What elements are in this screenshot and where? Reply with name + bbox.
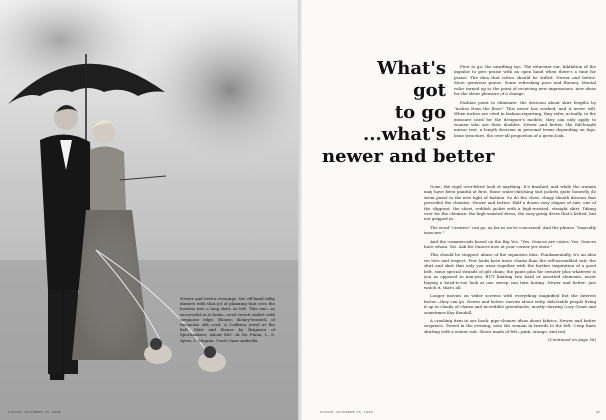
photo-caption: Newer and better evenings: the off-hand talky dinners with that jot of planning that sees the hostess into a long skirt, as left. This one—as successful as it looks—wool tweed ombré with turquoise edge. Blouse, dickey-fronted, of turquoise silk cord. A Cadbury jewel at the belt. Skirt and blouse by Brigance of Sportmakers; About $65. At De Pinna; L. S. Ayres; I. Magnin. Uncle Sam umbrella. xyxy=(180,296,275,343)
paragraph: Longer movies on wider screens with everything magnified but the interest factor—they can go. Newer and better: movies about witty, delectable people living it up in clouds of charm and incredible greenbacks; mostly starring Cary Grant and sometimes Kay Kendall. xyxy=(424,293,596,315)
paragraph: First to go: the unwilling eye. The reluctant ear. Inhibition of the impulse to give praise with an open hand when there's a time for praise. The idea that critics should be stifled. Newer and better: More generous praise. Some refreshing pace and fluency. Mental valor turned up to the point of receiving new impressions, new ideas for the sheer pleasure of a change. xyxy=(454,64,596,97)
paragraph: The word "creative" can go, as far as we're concerned. And the phrase, "basically insecure." xyxy=(424,224,596,236)
headline-line: to go xyxy=(394,102,446,123)
paragraph: Gone: the rigid over-fitted look of anything. It's finished, and while the women may have been painful at first, those waist-clutching suit jackets quite honestly do seem passé in the new light of fashion. So do the close, clingy sheath dresses that preceded the chemise. Newer and better: Half a dozen easy shapes of suit; one of the slippiest, the short, reddish jacket with a high-waisted, straight skirt. Taking over for the chemise: the high-waisted dress; the easy-going dress that's belted, but not gripped in. xyxy=(424,184,596,222)
photo-couple-umbrella xyxy=(0,0,302,420)
page-number: 47 xyxy=(596,410,600,414)
paragraph: And the commercials based on the Big Yes. "Yes, Ounces are cuties. Yes, Ounces have whom. Yes. Ask for Ounces now at your corner yes store." xyxy=(424,238,596,250)
top-column xyxy=(454,64,596,142)
headline-line: ...what's xyxy=(362,124,446,145)
headline-line: What's xyxy=(377,58,446,79)
left-page xyxy=(0,0,302,420)
headline-line: got xyxy=(413,80,446,101)
main-column xyxy=(424,184,596,343)
left-folio: VOGUE, OCTOBER 15, 1956 xyxy=(8,410,61,414)
headline-line: newer and better xyxy=(322,146,495,167)
paragraph: This should be stopped: abuse of the separates idea. Fundamentally, it's an idea we love and respect. Few looks have more charm than the self-assembled suit; the shirt and skirt that only you wear together with the further inspiration of a good belt, some special strands of gilt chain; the pants plus fur sweater plus whatever is you as opposed to non-you. BUT limiting two hard or assorted elements, never buying a head-to-toe look at one sweep can turn boring. Newer and better: just watch it, that's all. xyxy=(424,252,596,290)
paragraph: A crushing item in our book: pipe-cleaner ideas about fabrics. Newer and better surprises. Tweed in the evening; note the woman in tweeds to the left. Crisp linen shirting with a winter suit. Shoes made of felt—pink, orange, and red. xyxy=(424,317,596,334)
headline xyxy=(322,58,495,168)
continued-note: (Continued on page 56) xyxy=(548,337,596,343)
right-folio: VOGUE, OCTOBER 15, 1956 xyxy=(320,410,373,414)
paragraph: Fashion point to eliminate: the decision about skirt lengths by "inches from the floor." This never has worked, and it never will. When inches are cited in fashion reporting, they refer, actually, to the measure used for the designer's models; they can only apply to women who are their doubles. Newer and better: the full-length mirror test, a length decision in personal terms depending on legs, bone structure, the over-all proportion of a given look. xyxy=(454,100,596,138)
